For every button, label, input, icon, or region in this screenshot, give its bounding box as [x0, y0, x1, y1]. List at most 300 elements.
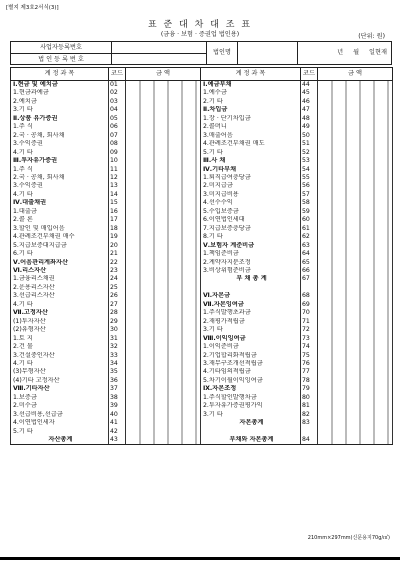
left-code-cell: 14: [109, 191, 126, 199]
left-amount-field[interactable]: [126, 174, 201, 182]
right-amount-field[interactable]: [318, 157, 393, 165]
left-amount-field[interactable]: [126, 419, 201, 427]
table-row: [11, 89, 393, 97]
table-row: [11, 250, 393, 258]
left-account-cell: Ⅰ.현금 및 예치금: [11, 81, 109, 90]
table-row: [11, 191, 393, 199]
left-account-cell: 4.이연법인세자: [11, 419, 109, 427]
left-amount-field[interactable]: [126, 106, 201, 114]
right-account-cell: 2.계약자지분조정: [201, 259, 301, 267]
paper-spec-footnote: 210mm×297mm(신문용지70g/㎡): [307, 535, 390, 541]
left-code-cell: 28: [109, 309, 126, 317]
left-account-cell: Ⅶ.고정자산: [11, 309, 109, 317]
left-amount-field[interactable]: [126, 343, 201, 351]
right-account-cell: 5.차기이월이익잉여금: [201, 377, 301, 385]
right-code-cell: 57: [301, 191, 318, 199]
right-account-cell: 4.기타임의적립금: [201, 368, 301, 376]
right-code-cell: 45: [301, 89, 318, 97]
table-row: [11, 352, 393, 360]
left-code-cell: 06: [109, 123, 126, 131]
right-account-cell: Ⅰ.예금부채: [201, 81, 301, 90]
right-account-cell: 1.주식발행초과금: [201, 309, 301, 317]
left-code-cell: 11: [109, 166, 126, 174]
left-account-cell: 2.건 물: [11, 343, 109, 351]
left-amount-field[interactable]: [126, 309, 201, 317]
left-code-cell: 21: [109, 250, 126, 258]
right-account-cell: 자본총계: [201, 419, 301, 427]
left-account-cell: 자산총계: [11, 436, 109, 445]
left-code-cell: 12: [109, 174, 126, 182]
table-row: [11, 343, 393, 351]
right-amount-field[interactable]: [318, 182, 393, 190]
right-amount-field[interactable]: [318, 360, 393, 368]
right-amount-field[interactable]: [318, 233, 393, 241]
table-row: [11, 216, 393, 224]
table-row: [11, 326, 393, 334]
right-amount-field[interactable]: [318, 216, 393, 224]
left-account-cell: Ⅱ.상품 유가증권: [11, 115, 109, 123]
right-code-cell: 70: [301, 309, 318, 317]
right-account-cell: 2.투자유가증권평가익: [201, 402, 301, 410]
table-row: [11, 225, 393, 233]
left-amount-field[interactable]: [126, 292, 201, 300]
left-account-cell: 2.콜 론: [11, 216, 109, 224]
right-amount-field[interactable]: [318, 259, 393, 267]
right-amount-field[interactable]: [318, 199, 393, 207]
left-amount-field[interactable]: [126, 216, 201, 224]
table-row: [11, 267, 393, 275]
header-box: [10, 41, 392, 65]
right-code-cell: 78: [301, 377, 318, 385]
right-amount-field[interactable]: [318, 81, 393, 90]
right-amount-field[interactable]: [318, 292, 393, 300]
right-amount-field[interactable]: [318, 368, 393, 376]
col-header-code-right: 코드: [301, 68, 318, 81]
date-field[interactable]: 년 월 일현재: [337, 49, 387, 56]
table-row: [11, 132, 393, 140]
right-code-cell: [301, 284, 318, 292]
left-amount-field[interactable]: [126, 385, 201, 393]
left-amount-field[interactable]: [126, 149, 201, 157]
left-amount-field[interactable]: [126, 123, 201, 131]
table-row: [11, 208, 393, 216]
table-row: [11, 301, 393, 309]
right-account-cell: 1.책임준비금: [201, 250, 301, 258]
right-code-cell: 59: [301, 208, 318, 216]
left-amount-field[interactable]: [126, 326, 201, 334]
right-code-cell: 84: [301, 436, 318, 445]
left-code-cell: 27: [109, 301, 126, 309]
left-code-cell: 13: [109, 182, 126, 190]
left-account-cell: 5.지급보증대지급금: [11, 242, 109, 250]
table-row: [11, 199, 393, 207]
table-row: [11, 436, 393, 445]
left-code-cell: 10: [109, 157, 126, 165]
left-code-cell: 36: [109, 377, 126, 385]
table-row: [11, 123, 393, 131]
left-amount-field[interactable]: [126, 335, 201, 343]
left-code-cell: 09: [109, 149, 126, 157]
left-account-cell: 4.관례조건부채권 매수: [11, 233, 109, 241]
left-code-cell: 38: [109, 394, 126, 402]
right-account-cell: 3.재무구조개선적립금: [201, 360, 301, 368]
left-account-cell: 1.대출금: [11, 208, 109, 216]
left-amount-field[interactable]: [126, 411, 201, 419]
right-account-cell: [201, 428, 301, 436]
table-row: [11, 292, 393, 300]
corp-name-field[interactable]: [238, 42, 298, 64]
right-code-cell: 53: [301, 157, 318, 165]
right-code-cell: [301, 428, 318, 436]
right-code-cell: 62: [301, 233, 318, 241]
left-code-cell: 42: [109, 428, 126, 436]
right-account-cell: 3.기 타: [201, 326, 301, 334]
right-code-cell: 47: [301, 106, 318, 114]
table-row: [11, 242, 393, 250]
left-amount-field[interactable]: [126, 275, 201, 283]
col-header-amount-right: 금 액: [318, 68, 393, 81]
right-account-cell: Ⅵ.자본금: [201, 292, 301, 300]
right-account-cell: 4.선수수익: [201, 199, 301, 207]
right-amount-field[interactable]: [318, 267, 393, 275]
left-amount-field[interactable]: [126, 259, 201, 267]
left-code-cell: 04: [109, 106, 126, 114]
col-header-account-left: 계 정 과 목: [11, 68, 109, 81]
right-amount-field[interactable]: [318, 284, 393, 292]
right-amount-field[interactable]: [318, 326, 393, 334]
right-amount-field[interactable]: [318, 335, 393, 343]
col-header-account-right: 계 정 과 목: [201, 68, 301, 81]
left-amount-field[interactable]: [126, 191, 201, 199]
left-code-cell: 17: [109, 216, 126, 224]
right-code-cell: 81: [301, 402, 318, 410]
right-account-cell: 부채와 자본총계: [201, 436, 301, 445]
right-code-cell: 68: [301, 292, 318, 300]
left-amount-field[interactable]: [126, 225, 201, 233]
left-code-cell: 22: [109, 259, 126, 267]
left-account-cell: Ⅲ.투자유가증권: [11, 157, 109, 165]
right-account-cell: 1.예수금: [201, 89, 301, 97]
right-account-cell: Ⅲ.사 채: [201, 157, 301, 165]
left-code-cell: 37: [109, 385, 126, 393]
left-account-cell: 3.선급리스자산: [11, 292, 109, 300]
right-account-cell: 2.기업합리화적립금: [201, 352, 301, 360]
left-amount-field[interactable]: [126, 436, 201, 445]
left-amount-field[interactable]: [126, 402, 201, 410]
right-amount-field[interactable]: [318, 318, 393, 326]
left-amount-field[interactable]: [126, 360, 201, 368]
right-amount-field[interactable]: [318, 98, 393, 106]
right-code-cell: 61: [301, 225, 318, 233]
left-amount-field[interactable]: [126, 377, 201, 385]
left-account-cell: 1.금융리스채권: [11, 275, 109, 283]
right-amount-field[interactable]: [318, 343, 393, 351]
table-row: [11, 368, 393, 376]
table-row: [11, 411, 393, 419]
left-amount-field[interactable]: [126, 284, 201, 292]
left-code-cell: 33: [109, 352, 126, 360]
left-account-cell: 3.할인 및 매입어음: [11, 225, 109, 233]
right-account-cell: 3.미지급비용: [201, 191, 301, 199]
right-amount-field[interactable]: [318, 394, 393, 402]
left-code-cell: 15: [109, 199, 126, 207]
right-account-cell: Ⅶ.자본잉여금: [201, 301, 301, 309]
left-code-cell: 23: [109, 267, 126, 275]
right-code-cell: 44: [301, 81, 318, 90]
left-account-cell: 4.기 타: [11, 191, 109, 199]
left-amount-field[interactable]: [126, 208, 201, 216]
left-code-cell: 43: [109, 436, 126, 445]
left-account-cell: (4)기타 고정자산: [11, 377, 109, 385]
right-amount-field[interactable]: [318, 242, 393, 250]
right-account-cell: 6.이연법인세대: [201, 216, 301, 224]
right-account-cell: 5.수입보증금: [201, 208, 301, 216]
left-amount-field[interactable]: [126, 157, 201, 165]
left-amount-field[interactable]: [126, 368, 201, 376]
right-code-cell: 77: [301, 368, 318, 376]
left-code-cell: 30: [109, 326, 126, 334]
left-account-cell: 1.주 식: [11, 123, 109, 131]
right-amount-field[interactable]: [318, 428, 393, 436]
left-account-cell: Ⅵ.리스자산: [11, 267, 109, 275]
right-account-cell: Ⅱ.차입금: [201, 106, 301, 114]
right-code-cell: 46: [301, 98, 318, 106]
left-amount-field[interactable]: [126, 267, 201, 275]
left-amount-field[interactable]: [126, 250, 201, 258]
left-amount-field[interactable]: [126, 199, 201, 207]
right-code-cell: 56: [301, 182, 318, 190]
right-code-cell: 49: [301, 123, 318, 131]
table-row: [11, 360, 393, 368]
left-code-cell: 19: [109, 233, 126, 241]
right-code-cell: 75: [301, 352, 318, 360]
right-amount-field[interactable]: [318, 411, 393, 419]
left-amount-field[interactable]: [126, 242, 201, 250]
right-code-cell: 80: [301, 394, 318, 402]
right-account-cell: 5.기 타: [201, 149, 301, 157]
right-amount-field[interactable]: [318, 377, 393, 385]
right-amount-field[interactable]: [318, 309, 393, 317]
right-amount-field[interactable]: [318, 191, 393, 199]
col-header-code-left: 코드: [109, 68, 126, 81]
left-code-cell: 18: [109, 225, 126, 233]
right-amount-field[interactable]: [318, 208, 393, 216]
left-account-cell: 2.국 · 공채, 회사채: [11, 174, 109, 182]
left-account-cell: 6.기 타: [11, 250, 109, 258]
left-code-cell: 35: [109, 368, 126, 376]
left-account-cell: 1.현금과예금: [11, 89, 109, 97]
table-row: [11, 419, 393, 427]
right-code-cell: 67: [301, 275, 318, 283]
table-row: [11, 140, 393, 148]
left-account-cell: 4.기 타: [11, 149, 109, 157]
left-amount-field[interactable]: [126, 352, 201, 360]
left-account-cell: Ⅴ.어음관리계좌자산: [11, 259, 109, 267]
left-amount-field[interactable]: [126, 89, 201, 97]
right-amount-field[interactable]: [318, 419, 393, 427]
left-account-cell: 3.건설중인자산: [11, 352, 109, 360]
right-account-cell: 8.기 타: [201, 233, 301, 241]
left-account-cell: 2.미수금: [11, 402, 109, 410]
table-row: [11, 275, 393, 283]
table-row: [11, 115, 393, 123]
left-amount-field[interactable]: [126, 394, 201, 402]
right-account-cell: 3.비상위험준비금: [201, 267, 301, 275]
right-amount-field[interactable]: [318, 123, 393, 131]
left-amount-field[interactable]: [126, 81, 201, 90]
right-account-cell: Ⅷ.이익잉여금: [201, 335, 301, 343]
right-amount-field[interactable]: [318, 436, 393, 445]
unit-label: (단위: 원): [358, 33, 385, 40]
table-row: [11, 233, 393, 241]
table-row: [11, 81, 393, 90]
right-amount-field[interactable]: [318, 250, 393, 258]
form-label: [별지 제3호2서식(3)]: [6, 5, 59, 11]
table-row: [11, 182, 393, 190]
right-code-cell: 63: [301, 242, 318, 250]
right-account-cell: 3.기 타: [201, 411, 301, 419]
left-account-cell: 4.기 타: [11, 301, 109, 309]
left-code-cell: 24: [109, 275, 126, 283]
right-amount-field[interactable]: [318, 132, 393, 140]
left-account-cell: 2.국 · 공채, 회사채: [11, 132, 109, 140]
right-account-cell: 부 채 총 계: [201, 275, 301, 283]
left-account-cell: 1.보증금: [11, 394, 109, 402]
left-account-cell: 1.토 지: [11, 335, 109, 343]
right-amount-field[interactable]: [318, 275, 393, 283]
right-amount-field[interactable]: [318, 402, 393, 410]
right-account-cell: 4.관례조건부채권 매도: [201, 140, 301, 148]
right-account-cell: 2.기 타: [201, 98, 301, 106]
left-amount-field[interactable]: [126, 301, 201, 309]
right-code-cell: 65: [301, 259, 318, 267]
right-account-cell: 2.미지급금: [201, 182, 301, 190]
left-account-cell: 3.기 타: [11, 106, 109, 114]
left-code-cell: 01: [109, 81, 126, 90]
left-amount-field[interactable]: [126, 98, 201, 106]
table-header-row: [11, 68, 393, 81]
right-account-cell: 3.매출어음: [201, 132, 301, 140]
left-code-cell: 16: [109, 208, 126, 216]
left-account-cell: Ⅳ.대출채권: [11, 199, 109, 207]
left-code-cell: 39: [109, 402, 126, 410]
left-code-cell: 31: [109, 335, 126, 343]
right-account-cell: 1.장 · 단기차입금: [201, 115, 301, 123]
left-account-cell: (1)투자자산: [11, 318, 109, 326]
right-code-cell: 74: [301, 343, 318, 351]
right-account-cell: Ⅳ.기타부채: [201, 166, 301, 174]
left-amount-field[interactable]: [126, 140, 201, 148]
right-code-cell: 79: [301, 385, 318, 393]
right-code-cell: 60: [301, 216, 318, 224]
corp-reg-no-field[interactable]: [112, 53, 207, 64]
table-row: [11, 377, 393, 385]
table-row: [11, 149, 393, 157]
col-header-amount-left: 금 액: [126, 68, 201, 81]
left-code-cell: 08: [109, 140, 126, 148]
right-code-cell: 69: [301, 301, 318, 309]
right-amount-field[interactable]: [318, 106, 393, 114]
table-row: [11, 385, 393, 393]
left-account-cell: 2.운용리스자산: [11, 284, 109, 292]
table-row: [11, 284, 393, 292]
right-account-cell: Ⅴ.보험자 계준비금: [201, 242, 301, 250]
right-account-cell: 1.퇴직급여충당금: [201, 174, 301, 182]
right-account-cell: 2.재평가적립금: [201, 318, 301, 326]
left-code-cell: 03: [109, 98, 126, 106]
right-code-cell: 50: [301, 132, 318, 140]
right-code-cell: 83: [301, 419, 318, 427]
right-code-cell: 51: [301, 140, 318, 148]
left-amount-field[interactable]: [126, 233, 201, 241]
right-code-cell: 72: [301, 326, 318, 334]
table-row: [11, 174, 393, 182]
left-account-cell: (3)무형자산: [11, 368, 109, 376]
table-row: [11, 394, 393, 402]
business-reg-no-label: 사업자등록번호: [11, 42, 112, 53]
left-code-cell: 41: [109, 419, 126, 427]
form-subtitle: (금융 · 보험 · 증권업 법인용): [160, 31, 240, 38]
right-code-cell: 71: [301, 318, 318, 326]
table-row: [11, 98, 393, 106]
left-code-cell: 32: [109, 343, 126, 351]
right-amount-field[interactable]: [318, 385, 393, 393]
left-account-cell: Ⅷ.기타자산: [11, 385, 109, 393]
left-account-cell: 3.수익증권: [11, 182, 109, 190]
right-account-cell: 2.콜머니: [201, 123, 301, 131]
left-amount-field[interactable]: [126, 428, 201, 436]
right-amount-field[interactable]: [318, 115, 393, 123]
left-amount-field[interactable]: [126, 182, 201, 190]
table-row: [11, 335, 393, 343]
right-account-cell: 7.지급보증충당금: [201, 225, 301, 233]
right-account-cell: 1.이익준비금: [201, 343, 301, 351]
right-code-cell: 82: [301, 411, 318, 419]
left-amount-field[interactable]: [126, 115, 201, 123]
table-row: [11, 402, 393, 410]
left-amount-field[interactable]: [126, 166, 201, 174]
right-amount-field[interactable]: [318, 166, 393, 174]
table-row: [11, 166, 393, 174]
left-account-cell: 5.기 타: [11, 428, 109, 436]
right-account-cell: 1.주식할인발행차금: [201, 394, 301, 402]
bottom-rule: [0, 557, 400, 560]
right-amount-field[interactable]: [318, 174, 393, 182]
left-account-cell: 3.선급비용,선급금: [11, 411, 109, 419]
right-amount-field[interactable]: [318, 149, 393, 157]
left-amount-field[interactable]: [126, 132, 201, 140]
business-reg-no-field[interactable]: [112, 42, 207, 53]
form-title: 표 준 대 차 대 조 표: [147, 20, 253, 30]
table-row: [11, 309, 393, 317]
left-code-cell: 29: [109, 318, 126, 326]
right-code-cell: 48: [301, 115, 318, 123]
right-amount-field[interactable]: [318, 140, 393, 148]
right-code-cell: 52: [301, 149, 318, 157]
left-amount-field[interactable]: [126, 318, 201, 326]
right-amount-field[interactable]: [318, 352, 393, 360]
right-amount-field[interactable]: [318, 225, 393, 233]
right-amount-field[interactable]: [318, 89, 393, 97]
right-code-cell: 64: [301, 250, 318, 258]
right-code-cell: 66: [301, 267, 318, 275]
left-code-cell: 26: [109, 292, 126, 300]
right-amount-field[interactable]: [318, 301, 393, 309]
left-code-cell: 25: [109, 284, 126, 292]
right-code-cell: 76: [301, 360, 318, 368]
corp-name-label: 법인명: [207, 42, 238, 64]
right-code-cell: 55: [301, 174, 318, 182]
